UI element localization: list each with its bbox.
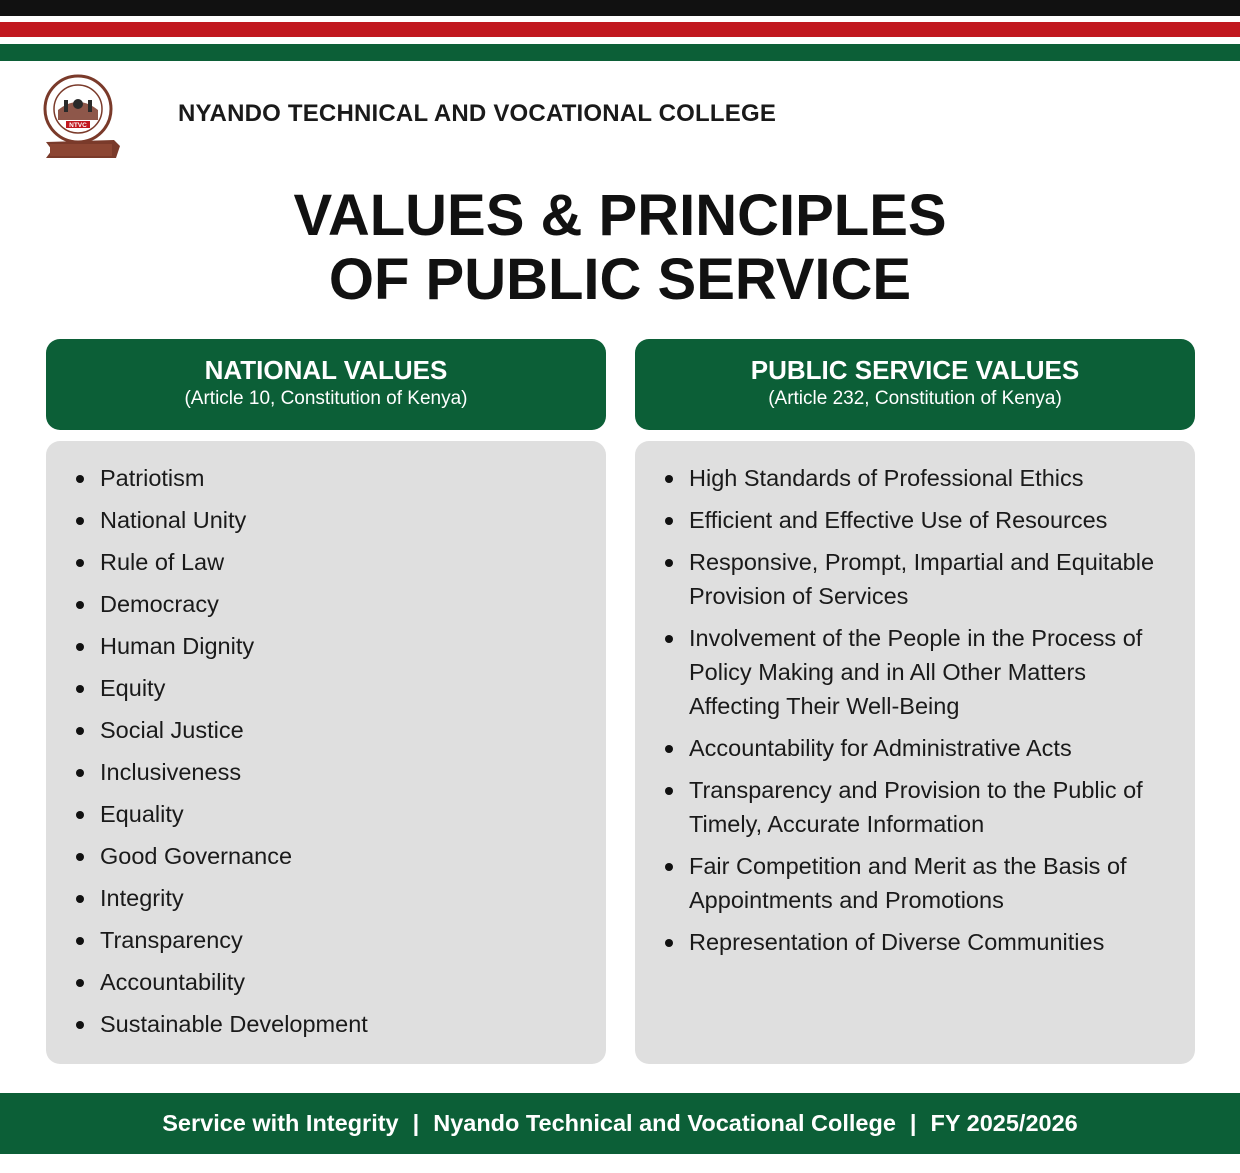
public-service-values-list — [665, 461, 1167, 959]
list-item: Accountability — [76, 965, 578, 999]
list-item: Human Dignity — [76, 629, 578, 663]
page-title-line-1: VALUES & PRINCIPLES — [293, 183, 947, 248]
public-service-values-header — [635, 339, 1195, 430]
list-item: Democracy — [76, 587, 578, 621]
list-item: Accountability for Administrative Acts — [665, 731, 1167, 765]
footer-motto: Service with Integrity — [162, 1110, 399, 1136]
footer-fiscal-year: FY 2025/2026 — [930, 1110, 1078, 1136]
page-title-line-2: OF PUBLIC SERVICE — [328, 247, 912, 312]
list-item: Transparency — [76, 923, 578, 957]
footer-separator: | — [909, 1110, 917, 1136]
national-values-header — [46, 339, 606, 430]
list-item: Equality — [76, 797, 578, 831]
list-item: Efficient and Effective Use of Resources — [665, 503, 1167, 537]
national-values-subheading: (Article 10, Constitution of Kenya) — [184, 388, 468, 409]
list-item: Involvement of the People in the Process of Policy Making and in All Other Matters Affecting Their Well-Being — [665, 621, 1167, 723]
national-values-heading: NATIONAL VALUES — [204, 355, 448, 385]
list-item: Patriotism — [76, 461, 578, 495]
list-item: Good Governance — [76, 839, 578, 873]
list-item: Integrity — [76, 881, 578, 915]
list-item: Fair Competition and Merit as the Basis of Appointments and Promotions — [665, 849, 1167, 917]
page-title — [0, 184, 1240, 312]
college-name: NYANDO TECHNICAL AND VOCATIONAL COLLEGE — [178, 100, 777, 127]
list-item: Equity — [76, 671, 578, 705]
list-item: Rule of Law — [76, 545, 578, 579]
list-item: Transparency and Provision to the Public of Timely, Accurate Information — [665, 773, 1167, 841]
college-crest-logo — [42, 72, 122, 162]
public-service-values-heading: PUBLIC SERVICE VALUES — [750, 355, 1080, 385]
list-item: National Unity — [76, 503, 578, 537]
flag-stripe-red — [0, 22, 1240, 37]
public-service-values-panel — [635, 441, 1195, 1064]
list-item: Representation of Diverse Communities — [665, 925, 1167, 959]
flag-stripe-black — [0, 0, 1240, 16]
footer-separator: | — [412, 1110, 420, 1136]
list-item: High Standards of Professional Ethics — [665, 461, 1167, 495]
list-item: Inclusiveness — [76, 755, 578, 789]
logo-initials: NTVC — [69, 122, 87, 129]
footer-bar — [0, 1093, 1240, 1154]
flag-stripe-green — [0, 44, 1240, 61]
public-service-values-subheading: (Article 232, Constitution of Kenya) — [768, 388, 1062, 409]
national-values-panel — [46, 441, 606, 1064]
national-values-list — [76, 461, 578, 1041]
list-item: Responsive, Prompt, Impartial and Equitable Provision of Services — [665, 545, 1167, 613]
list-item: Sustainable Development — [76, 1007, 578, 1041]
footer-college-name: Nyando Technical and Vocational College — [433, 1110, 896, 1136]
national-values-column — [46, 339, 606, 1064]
list-item: Social Justice — [76, 713, 578, 747]
public-service-values-column — [635, 339, 1195, 1064]
